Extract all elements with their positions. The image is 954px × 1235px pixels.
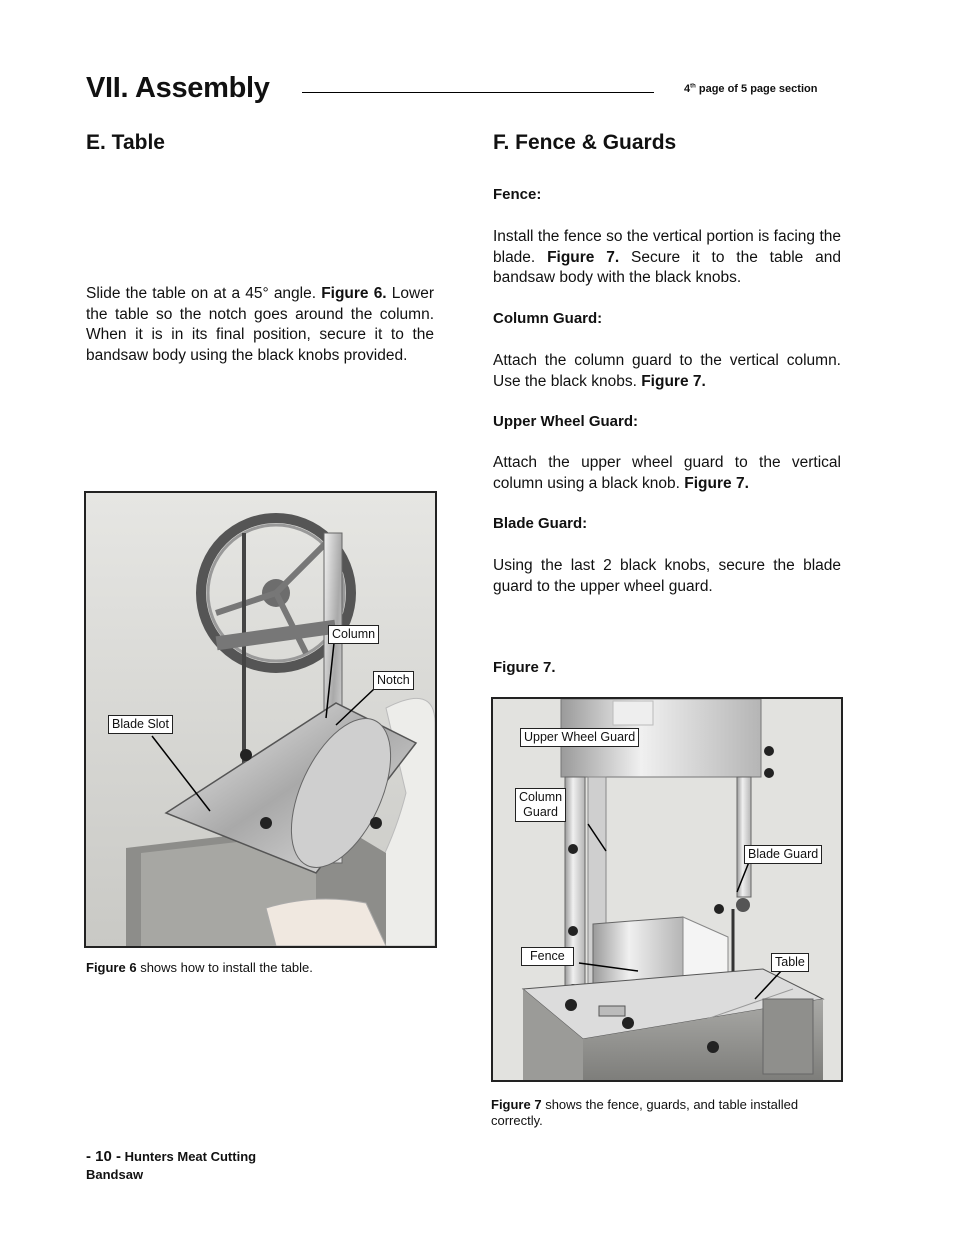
table-text-2: Lower the table so the notch goes around the column. When it is in its final position, secure it to the bandsaw body using the black knobs provided. xyxy=(86,285,434,364)
figure6-ref: Figure 6. xyxy=(321,285,387,302)
page-info-num: 4 xyxy=(684,83,691,95)
footer-doc-title-1: Hunters Meat Cutting xyxy=(124,1149,257,1164)
label-column-guard-line2: Guard xyxy=(523,805,558,819)
figure-6-photo xyxy=(84,491,437,948)
fence-figure-ref: Figure 7. xyxy=(547,248,620,266)
blade-guard-instructions: Using the last 2 black knobs, secure the blade guard to the upper wheel guard. xyxy=(493,557,841,595)
table-instructions xyxy=(86,284,434,366)
label-fence: Fence xyxy=(521,947,574,966)
table-text-1: Slide the table on at a 45° angle. xyxy=(86,285,322,302)
figure7-caption-bold: Figure 7 xyxy=(491,1097,542,1112)
subheading-blade-guard: Blade Guard: xyxy=(493,515,588,532)
page-number: - 10 - xyxy=(86,1148,122,1165)
page-info-text: page of 5 page section xyxy=(698,83,818,95)
label-table: Table xyxy=(771,953,809,972)
fence-text-1: Install the fence so the vertical portion is facing the blade. xyxy=(493,228,841,266)
subheading-upper-wheel-guard: Upper Wheel Guard: xyxy=(493,413,639,430)
subheading-fence: Fence: xyxy=(493,186,542,203)
section-page-info xyxy=(684,83,817,95)
fence-text-2: Secure it to the table and bandsaw body with the black knobs. xyxy=(493,248,841,287)
section-heading-fence-guards: F. Fence & Guards xyxy=(493,131,677,154)
subheading-column-guard: Column Guard: xyxy=(493,310,603,327)
figure-6-caption xyxy=(86,960,313,976)
column-guard-figure-ref: Figure 7. xyxy=(641,372,706,390)
label-column-guard-line1: Column xyxy=(519,790,563,804)
label-column-guard xyxy=(515,788,566,822)
upper-wheel-guard-text: Attach the upper wheel guard to the vertical column using a black knob. xyxy=(493,454,841,492)
upper-wheel-guard-instructions xyxy=(493,453,841,494)
label-blade-slot: Blade Slot xyxy=(108,715,173,734)
fence-instructions xyxy=(493,227,841,289)
figure7-caption-text: shows the fence, guards, and table installed correctly. xyxy=(491,1097,799,1128)
column-guard-text: Attach the column guard to the vertical column. Use the black knobs. xyxy=(493,352,841,390)
label-blade-guard: Blade Guard xyxy=(744,845,822,864)
figure6-caption-text: shows how to install the table. xyxy=(136,960,313,975)
section-heading-table: E. Table xyxy=(86,131,165,154)
bandsaw-assembled-illustration xyxy=(493,699,841,1080)
label-column: Column xyxy=(328,625,379,644)
label-upper-wheel-guard: Upper Wheel Guard xyxy=(520,728,639,747)
footer-doc-title-2: Bandsaw xyxy=(86,1167,144,1182)
column-guard-instructions xyxy=(493,351,841,392)
figure-7-caption xyxy=(491,1097,841,1129)
figure-7-photo xyxy=(491,697,843,1082)
figure-7-heading: Figure 7. xyxy=(493,659,556,676)
page-title: VII. Assembly xyxy=(86,72,270,104)
page-info-sup: th xyxy=(690,83,696,90)
upper-wheel-guard-figure-ref: Figure 7. xyxy=(684,474,749,492)
title-rule xyxy=(302,92,654,93)
figure6-caption-bold: Figure 6 xyxy=(86,960,137,975)
page-footer xyxy=(86,1148,256,1184)
label-notch: Notch xyxy=(373,671,414,690)
